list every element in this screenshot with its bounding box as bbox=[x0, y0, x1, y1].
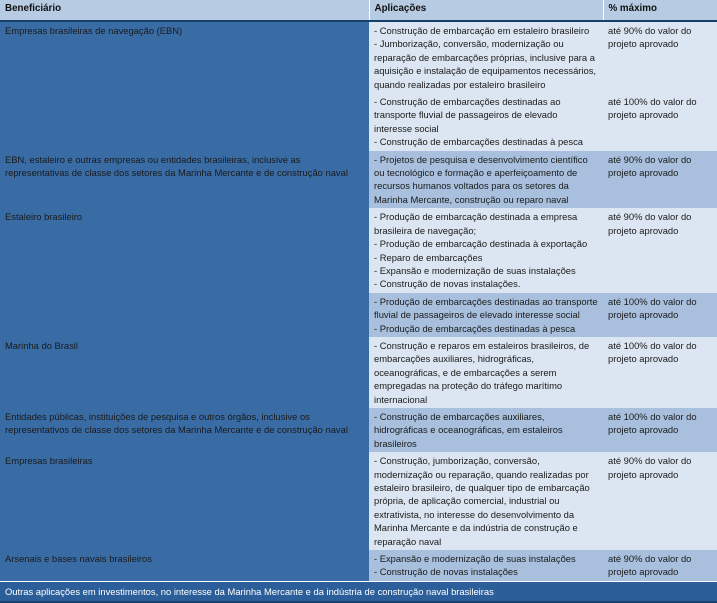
applications-cell bbox=[369, 151, 603, 209]
table-row bbox=[0, 21, 717, 93]
beneficiary-cell: Arsenais e bases navais brasileiros bbox=[0, 550, 369, 581]
beneficiary-cell: Marinha do Brasil bbox=[0, 337, 369, 408]
table-header-row bbox=[0, 0, 717, 21]
application-item: - Expansão e modernização de suas instalações bbox=[374, 553, 576, 565]
column-header-aplicacoes: Aplicações bbox=[369, 0, 603, 21]
table-row bbox=[0, 208, 717, 292]
footer-note: Outras aplicações em investimentos, no interesse da Marinha Mercante e da indústria de construção naval brasileiras bbox=[0, 581, 717, 602]
applications-cell bbox=[369, 408, 603, 452]
beneficiary-cell: Estaleiro brasileiro bbox=[0, 208, 369, 337]
application-item: - Produção de embarcação destinada à exportação bbox=[374, 238, 588, 250]
application-item: - Construção de embarcações destinadas ao transporte fluvial de passageiros de elevado interesse social bbox=[374, 96, 561, 134]
application-item: - Construção de novas instalações. bbox=[374, 278, 521, 290]
table-row bbox=[0, 337, 717, 408]
application-item: - Projetos de pesquisa e desenvolvimento científico ou tecnológico e formação e aperfeiçoamento de recursos humanos voltados para os setores da Marinha Mercante, construção ou reparo naval bbox=[374, 153, 588, 205]
application-item: - Produção de embarcações destinadas ao transporte fluvial de passageiros de elevado interesse social bbox=[374, 295, 598, 321]
column-header-percentual: % máximo bbox=[603, 0, 717, 21]
applications-cell bbox=[369, 293, 603, 337]
max-percentage-cell: até 100% do valor do projeto aprovado bbox=[603, 293, 717, 337]
application-item: - Construção e reparos em estaleiros brasileiros, de embarcações auxiliares, hidrográficas, oceanográficas, e de embarcações a serem empregadas na proteção do tráfego marítimo internacional bbox=[374, 339, 590, 405]
table-row bbox=[0, 151, 717, 209]
table-row bbox=[0, 550, 717, 581]
max-percentage-cell: até 100% do valor do projeto aprovado bbox=[603, 93, 717, 151]
applications-cell bbox=[369, 550, 603, 581]
application-item: - Produção de embarcação destinada a empresa brasileira de navegação; bbox=[374, 211, 578, 236]
application-item: - Reparo de embarcações bbox=[374, 251, 483, 263]
max-percentage-cell: até 100% do valor do projeto aprovado bbox=[603, 408, 717, 452]
application-item: - Construção de embarcações destinadas à pesca bbox=[374, 136, 583, 148]
applications-cell bbox=[369, 452, 603, 550]
application-item: - Construção de novas instalações bbox=[374, 566, 518, 578]
applications-cell bbox=[369, 93, 603, 151]
application-item: - Expansão e modernização de suas instalações bbox=[374, 264, 576, 276]
applications-cell bbox=[369, 208, 603, 292]
beneficiary-cell: Entidades públicas, instituições de pesquisa e outros órgãos, inclusive os representativos de classe dos setores da Marinha Mercante e de construção naval bbox=[0, 408, 369, 452]
application-item: - Produção de embarcações destinadas à pesca bbox=[374, 322, 576, 334]
max-percentage-cell: até 100% do valor do projeto aprovado bbox=[603, 337, 717, 408]
applications-cell bbox=[369, 21, 603, 93]
beneficiary-cell: Empresas brasileiras de navegação (EBN) bbox=[0, 21, 369, 151]
column-header-beneficiario: Beneficiário bbox=[0, 0, 369, 21]
application-item: - Jumborização, conversão, modernização ou reparação de embarcações próprias, inclusive para a aquisição e instalação de equipamentos necessários, quando realizadas por estaleiro brasileiro bbox=[374, 38, 597, 90]
beneficiary-cell: Empresas brasileiras bbox=[0, 452, 369, 550]
max-percentage-cell: até 90% do valor do projeto aprovado bbox=[603, 21, 717, 93]
table-row bbox=[0, 452, 717, 550]
application-item: - Construção de embarcações auxiliares, hidrográficas e oceanográficas, em estaleiros brasileiros bbox=[374, 410, 563, 449]
application-item: - Construção, jumborização, conversão, modernização ou reparação, quando realizadas por estaleiro brasileiro, de qualquer tipo de embarcação própria, de aplicação comercial, industrial ou extrativista, no interesse do desenvolvimento da Marinha Mercante e da indústria de construção e reparação naval bbox=[374, 455, 590, 547]
table-header bbox=[0, 0, 717, 21]
application-item: - Construção de embarcação em estaleiro brasileiro bbox=[374, 25, 590, 36]
max-percentage-cell: até 90% do valor do projeto aprovado bbox=[603, 550, 717, 581]
beneficiary-cell: EBN, estaleiro e outras empresas ou entidades brasileiras, inclusive as representativas de classe dos setores da Marinha Mercante e de construção naval bbox=[0, 151, 369, 209]
max-percentage-cell: até 90% do valor do projeto aprovado bbox=[603, 151, 717, 209]
table-body bbox=[0, 21, 717, 602]
max-percentage-cell: até 90% do valor do projeto aprovado bbox=[603, 208, 717, 292]
table-row bbox=[0, 408, 717, 452]
table-footer-row bbox=[0, 581, 717, 602]
applications-cell bbox=[369, 337, 603, 408]
max-percentage-cell: até 90% do valor do projeto aprovado bbox=[603, 452, 717, 550]
